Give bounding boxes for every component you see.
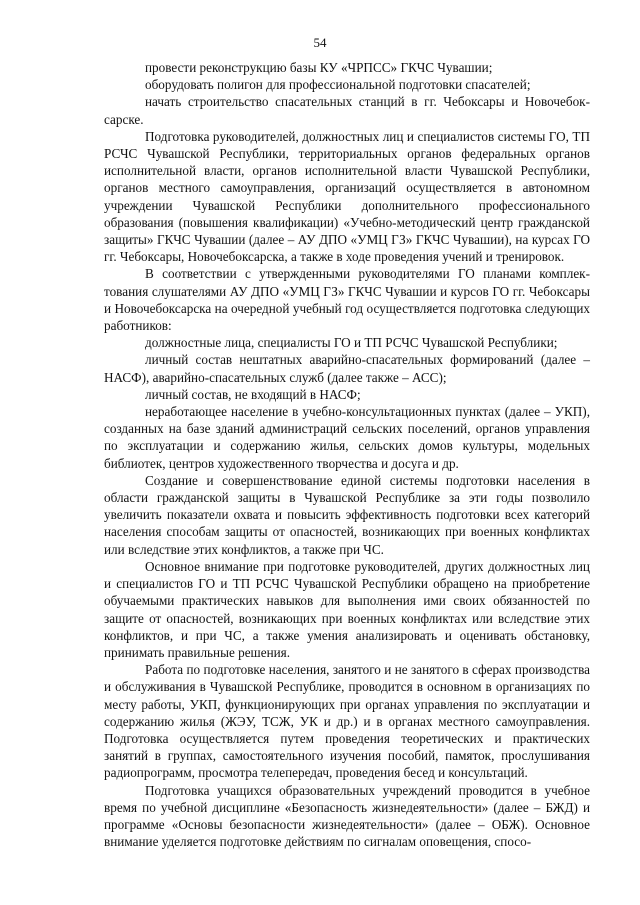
- paragraph: оборудовать полигон для профессиональной подготовки спасателей;: [145, 77, 531, 93]
- paragraph: В соответствии с утвержденными руководителями ГО планами комплектования слушателями АУ ДПО «УМЦ ГЗ» ГКЧС Чувашии и курсов ГО гг. Чебоксары и Новочебоксарска на очередной учебный год осуществляется подготовка следующих работников:: [104, 266, 590, 334]
- paragraph: Подготовка учащихся образовательных учреждений проводится в учебное время по учебной дисциплине «Безопасность жизнедеятельности» (далее – БЖД) и программе «Основы безопасности жизнедеятельности» (далее – ОБЖ). Основное внимание уделяется подготовке действиям по сигналам оповещения, спосо-: [104, 782, 590, 850]
- paragraph: Работа по подготовке населения, занятого и не занятого в сферах производства и обслуживания в Чувашской Республике, проводится в основном в организациях по месту работы, УКП, функционирующих при органах управления по эксплуатации и содержанию жилья (ЖЭУ, ТСЖ, УК и др.) и в органах местного самоуправления. Подготовка осуществляется путем проведения теоретических и практических занятий в группах, самостоятельного изучения пособий, памяток, прослушивания радиопрограмм, просмотра телепередач, проведения бесед и консультаций.: [104, 662, 590, 781]
- paragraph: начать строительство спасательных станций в гг. Чебоксары и Новочебоксарске.: [104, 94, 590, 127]
- paragraph: Создание и совершенствование единой системы подготовки населения в области гражданской защиты в Чувашской Республике за эти годы позволило увеличить показатели охвата и повысить эффективность подготовки всех категорий населения способам защиты от опасностей, возникающих при военных конфликтах или вследствие этих конфликтов, а также при ЧС.: [104, 472, 590, 557]
- page-number: 54: [313, 35, 327, 50]
- body-text: [104, 59, 590, 850]
- paragraph: Основное внимание при подготовке руководителей, других должностных лиц и специалистов ГО и ТП РСЧС Чувашской Республики обращено на приобретение обучаемыми практических навыков для выполнения ими своих обязанностей по защите от опасностей, возникающих при военных конфликтах или вследствие этих конфликтов, и при ЧС, а также умения анализировать и оценивать обстановку, принимать правильные решения.: [104, 558, 590, 660]
- paragraph: Подготовка руководителей, должностных лиц и специалистов системы ГО, ТП РСЧС Чувашской Республики, территориальных органов федеральных органов исполнительной власти, органов исполнительной власти Чувашской Республики, органов местного самоуправления, организаций осуществляется в автономном учреждении Чувашской Республики дополнительного профессионального образования (повышения квалификации) «Учебно-методический центр гражданской защиты» ГКЧС Чувашии (далее – АУ ДПО «УМЦ ГЗ» ГКЧС Чувашии), на курсах ГО гг. Чебоксары, Новочебоксарска, а также в ходе проведения учений и тренировок.: [104, 128, 590, 265]
- paragraph: провести реконструкцию базы КУ «ЧРПСС» ГКЧС Чувашии;: [145, 60, 493, 75]
- paragraph: личный состав, не входящий в НАСФ;: [145, 386, 361, 402]
- paragraph: личный состав нештатных аварийно-спасательных формирований (далее – НАСФ), аварийно-спасательных служб (далее также – АСС);: [104, 352, 590, 385]
- paragraph: неработающее население в учебно-консультационных пунктах (далее – УКП), созданных на базе зданий администраций сельских поселений, органов управления по эксплуатации и содержанию жилья, сельских домов культуры, модельных библиотек, центров художественного творчества и досуга и др.: [104, 404, 590, 471]
- paragraph: должностные лица, специалисты ГО и ТП РСЧС Чувашской Республики;: [145, 335, 558, 351]
